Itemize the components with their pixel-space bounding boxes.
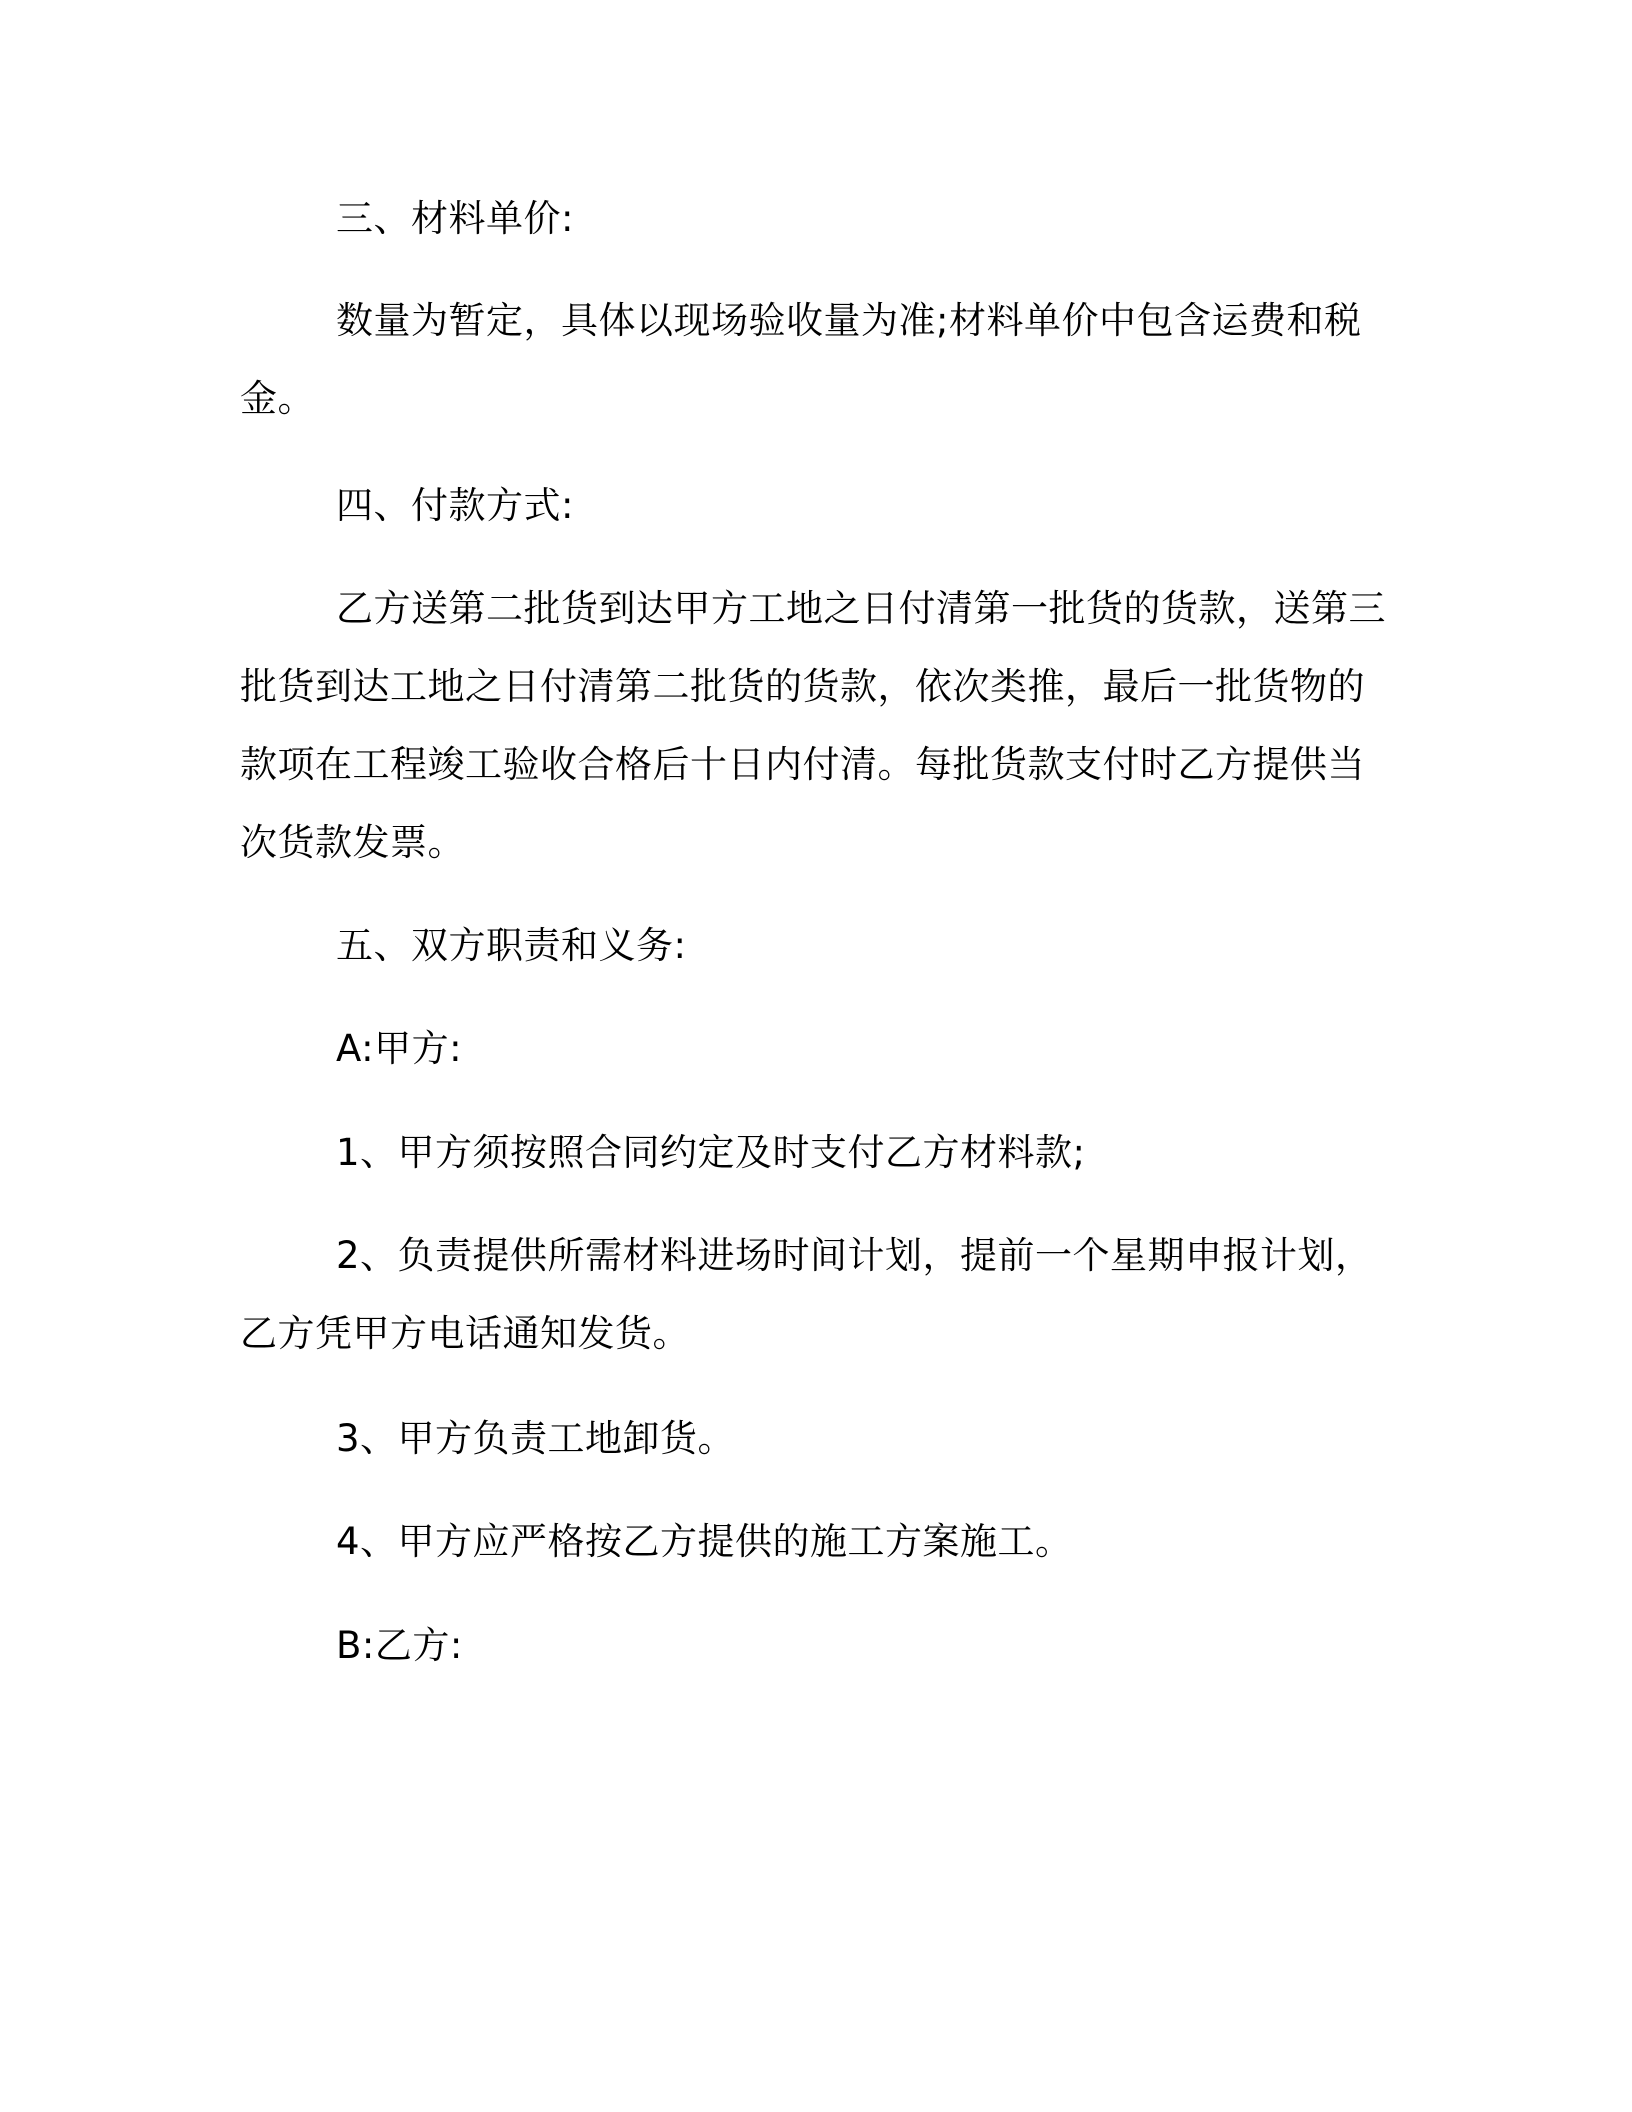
section-heading-payment-method: 四、付款方式: <box>336 484 574 527</box>
subheading-party-b: B:乙方: <box>336 1624 463 1667</box>
list-item-party-a-2: 2、负责提供所需材料进场时间计划，提前一个星期申报计划，乙方凭甲方电话通知发货。 <box>240 1234 1373 1355</box>
list-item-party-a-3: 3、甲方负责工地卸货。 <box>336 1417 736 1460</box>
list-item-party-a-1: 1、甲方须按照合同约定及时支付乙方材料款; <box>336 1131 1086 1174</box>
paragraph-quantity-note: 数量为暂定，具体以现场验收量为准;材料单价中包含运费和税金。 <box>240 299 1362 420</box>
section-heading-material-unit-price: 三、材料单价: <box>336 197 574 240</box>
subheading-party-a: A:甲方: <box>336 1027 463 1070</box>
paragraph-payment-terms: 乙方送第二批货到达甲方工地之日付清第一批货的货款，送第三批货到达工地之日付清第二批货的货款，依次类推，最后一批货物的款项在工程竣工验收合格后十日内付清。每批货款支付时乙方提供当次货款发票。 <box>240 587 1386 864</box>
section-heading-duties: 五、双方职责和义务: <box>336 924 687 967</box>
list-item-party-a-4: 4、甲方应严格按乙方提供的施工方案施工。 <box>336 1520 1073 1563</box>
